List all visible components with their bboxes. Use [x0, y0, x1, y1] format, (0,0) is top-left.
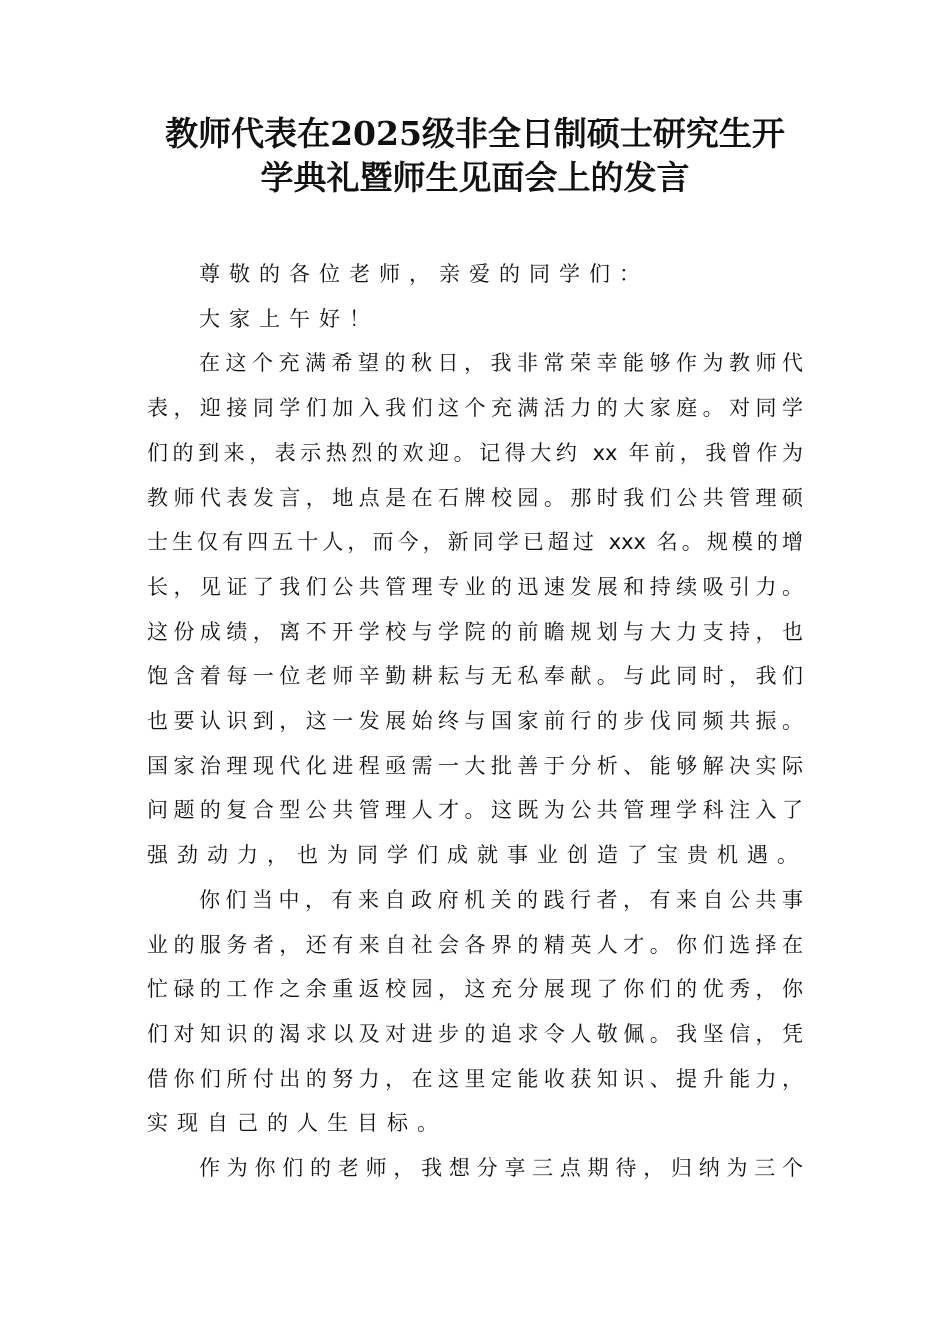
- text-line: 长，见证了我们公共管理专业的迅速发展和持续吸引力。: [147, 574, 803, 599]
- paragraph: [147, 252, 803, 297]
- text-line: 饱含着每一位老师辛勤耕耘与无私奉献。与此同时，我们: [147, 664, 803, 689]
- text-line: 士生仅有四五十人，而今，新同学已超过 xxx 名。规模的增: [147, 530, 803, 555]
- text-line: 实现自己的人生目标。: [147, 1111, 447, 1136]
- text-line: 强劲动力，也为同学们成就事业创造了宝贵机遇。: [147, 843, 807, 868]
- text-line: 在这个充满希望的秋日，我非常荣幸能够作为教师代: [199, 351, 803, 376]
- text-line: 也要认识到，这一发展始终与国家前行的步伐同频共振。: [147, 709, 803, 734]
- paragraph: [147, 878, 803, 1146]
- text-line: 教师代表发言，地点是在石牌校园。那时我们公共管理硕: [147, 485, 803, 510]
- text-line: 大家上午好！: [199, 306, 379, 331]
- paragraph: [147, 297, 803, 342]
- text-line: 问题的复合型公共管理人才。这既为公共管理学科注入了: [147, 798, 803, 823]
- document-title: [0, 112, 950, 200]
- text-line: 们的到来，表示热烈的欢迎。记得大约 xx 年前，我曾作为: [147, 440, 803, 465]
- text-line: 表，迎接同学们加入我们这个充满活力的大家庭。对同学: [147, 396, 803, 421]
- text-line: 业的服务者，还有来自社会各界的精英人才。你们选择在: [147, 932, 803, 957]
- text-line: 忙碌的工作之余重返校园，这充分展现了你们的优秀，你: [147, 977, 803, 1002]
- text-line: 们对知识的渴求以及对进步的追求令人敬佩。我坚信，凭: [147, 1021, 803, 1046]
- text-line: 国家治理现代化进程亟需一大批善于分析、能够解决实际: [147, 753, 803, 778]
- paragraph: [147, 1146, 803, 1191]
- document-body: [147, 252, 807, 1191]
- text-line: 这份成绩，离不开学校与学院的前瞻规划与大力支持，也: [147, 619, 803, 644]
- text-line: 你们当中，有来自政府机关的践行者，有来自公共事: [199, 887, 803, 912]
- text-line: 尊敬的各位老师，亲爱的同学们：: [199, 262, 649, 286]
- text-line: 借你们所付出的努力，在这里定能收获知识、提升能力，: [147, 1066, 803, 1091]
- paragraph: [147, 341, 807, 877]
- title-line: 学典礼暨师生见面会上的发言: [260, 158, 690, 197]
- title-line: 教师代表在2025级非全日制硕士研究生开: [165, 114, 785, 153]
- text-line: 作为你们的老师，我想分享三点期待，归纳为三个: [199, 1156, 803, 1181]
